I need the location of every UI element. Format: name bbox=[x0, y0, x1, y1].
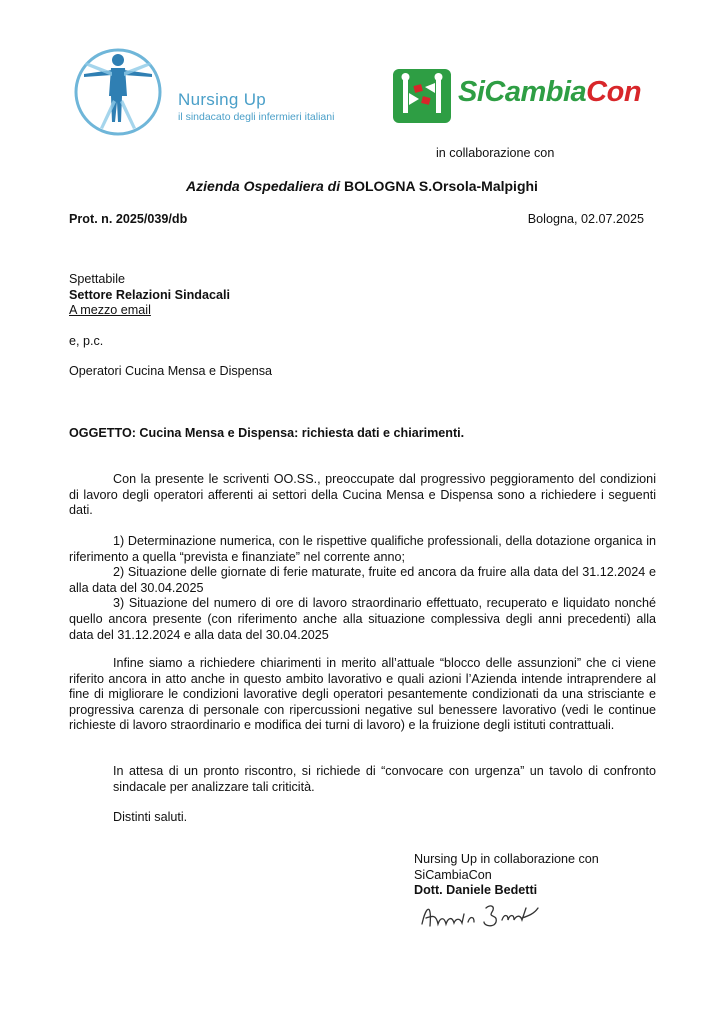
protocol-number: Prot. n. 2025/039/db bbox=[69, 212, 188, 226]
place-date: Bologna, 02.07.2025 bbox=[527, 212, 644, 226]
request-list bbox=[69, 534, 656, 643]
body-paragraph-3: In attesa di un pronto riscontro, si richiede di “convocare con urgenza” un tavolo di confronto sindacale per analizzare tali criticità. bbox=[113, 764, 656, 794]
recipient-delivery: A mezzo email bbox=[69, 303, 151, 318]
handwritten-signature bbox=[418, 896, 548, 936]
signature-block bbox=[414, 852, 599, 899]
sicambiacon-wordmark: SiCambiaCon bbox=[458, 76, 642, 108]
request-item-1: 1) Determinazione numerica, con le rispettive qualifiche professionali, della dotazione organica in riferimento a quella “prevista e finanziate” nel corrente anno; bbox=[69, 534, 656, 564]
closing-salutation: Distinti saluti. bbox=[113, 810, 188, 824]
body-intro: Con la presente le scriventi OO.SS., preoccupate dal progressivo peggioramento del condizioni di lavoro degli operatori afferenti ai settori della Cucina Mensa e Dispensa sono a richiedere i seguenti dati. bbox=[69, 472, 656, 518]
recipient-block bbox=[69, 272, 230, 319]
recipient-greeting: Spettabile bbox=[69, 272, 126, 286]
request-item-2: 2) Situazione delle giornate di ferie maturate, fruite ed ancora da fruire alla data del 31.12.2024 e alla data del 30.04.2025 bbox=[69, 565, 656, 595]
signatory-name: Dott. Daniele Bedetti bbox=[414, 883, 538, 898]
signature-line-2: SiCambiaCon bbox=[414, 867, 492, 882]
nursing-up-tagline: il sindacato degli infermieri italiani bbox=[178, 111, 335, 123]
cc-label: e, p.c. bbox=[69, 334, 104, 348]
hospital-heading: Azienda Ospedaliera di BOLOGNA S.Orsola-Malpighi bbox=[186, 178, 538, 194]
recipient-office: Settore Relazioni Sindacali bbox=[69, 287, 230, 302]
subject-line: OGGETTO: Cucina Mensa e Dispensa: richiesta dati e chiarimenti. bbox=[69, 426, 465, 440]
sicambiacon-logo-icon bbox=[393, 69, 451, 123]
signature-line-1: Nursing Up in collaborazione con bbox=[414, 852, 599, 866]
request-item-3: 3) Situazione del numero di ore di lavoro straordinario effettuato, recuperato e liquidato nonché quello ancora presente (con riferimento anche alla situazione complessiva degli anni precedenti) alla data del 31.12.2024 e alla data del 30.04.2025 bbox=[69, 596, 656, 642]
collaboration-text: in collaborazione con bbox=[436, 146, 555, 160]
cc-recipient: Operatori Cucina Mensa e Dispensa bbox=[69, 364, 273, 378]
body-paragraph-2: Infine siamo a richiedere chiarimenti in merito all’attuale “blocco delle assunzioni” che ci viene riferito ancora in atto anche in questo ambito lavorativo e quali azioni l’Azienda intende intraprendere al fine di migliorare le condizioni lavorative degli operatori pesantemente condizionati da una strisciante e progressiva carenza di personale con ripercussioni negative sul benessere lavorativo (vedi le continue richieste di lavoro straordinario e modifica dei turni di lavoro) e la fruizione degli istituti contrattuali. bbox=[69, 656, 656, 733]
nursing-up-name: Nursing Up bbox=[178, 90, 267, 109]
